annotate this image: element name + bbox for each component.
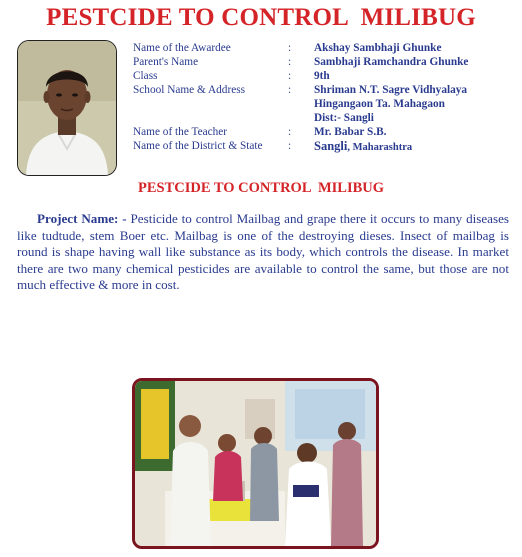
detail-value: Dist:- Sangli bbox=[314, 112, 374, 124]
section-title: PESTCIDE TO CONTROL MILIBUG bbox=[137, 180, 385, 196]
project-description-text: Pesticide to control Mailbag and grape there it occurs to many diseases like tudtude, stem Boer etc. Mailbag is one of the destroying dieses. Insect of mailbag is round is shape having wall like substance as its body, which controls the disease. In market there are two many chemical pesticides are available to control the same, but those are not much effective & more in cost. bbox=[17, 211, 509, 293]
exhibition-photo bbox=[132, 378, 379, 549]
detail-value: Sambhaji Ramchandra Ghunke bbox=[314, 56, 469, 68]
detail-label: Name of the District & State bbox=[133, 140, 263, 152]
detail-colon: : bbox=[288, 42, 292, 54]
page-title: PESTCIDE TO CONTROL MILIBUG bbox=[46, 4, 476, 31]
detail-value bbox=[314, 139, 412, 155]
detail-label: School Name & Address bbox=[133, 84, 246, 96]
detail-value: 9th bbox=[314, 70, 330, 82]
detail-colon: : bbox=[288, 70, 292, 82]
district-name: Sangli bbox=[314, 139, 348, 153]
detail-colon: : bbox=[288, 126, 292, 138]
detail-colon: : bbox=[288, 56, 292, 68]
detail-colon: : bbox=[288, 84, 292, 96]
detail-value: Akshay Sambhaji Ghunke bbox=[314, 42, 442, 54]
detail-label: Parent's Name bbox=[133, 56, 199, 68]
project-name-label: Project Name: - bbox=[37, 211, 127, 226]
detail-label: Class bbox=[133, 70, 158, 82]
detail-label: Name of the Teacher bbox=[133, 126, 228, 138]
project-description bbox=[17, 211, 509, 294]
portrait-image bbox=[18, 41, 116, 175]
detail-value: Shriman N.T. Sagre Vidhyalaya bbox=[314, 84, 468, 96]
detail-colon: : bbox=[288, 140, 292, 152]
detail-value: Mr. Babar S.B. bbox=[314, 126, 387, 138]
exhibition-image bbox=[135, 381, 376, 546]
state-name: , Maharashtra bbox=[347, 142, 413, 153]
detail-label: Name of the Awardee bbox=[133, 42, 231, 54]
awardee-portrait-photo bbox=[17, 40, 117, 176]
detail-value: Hingangaon Ta. Mahagaon bbox=[314, 98, 445, 110]
